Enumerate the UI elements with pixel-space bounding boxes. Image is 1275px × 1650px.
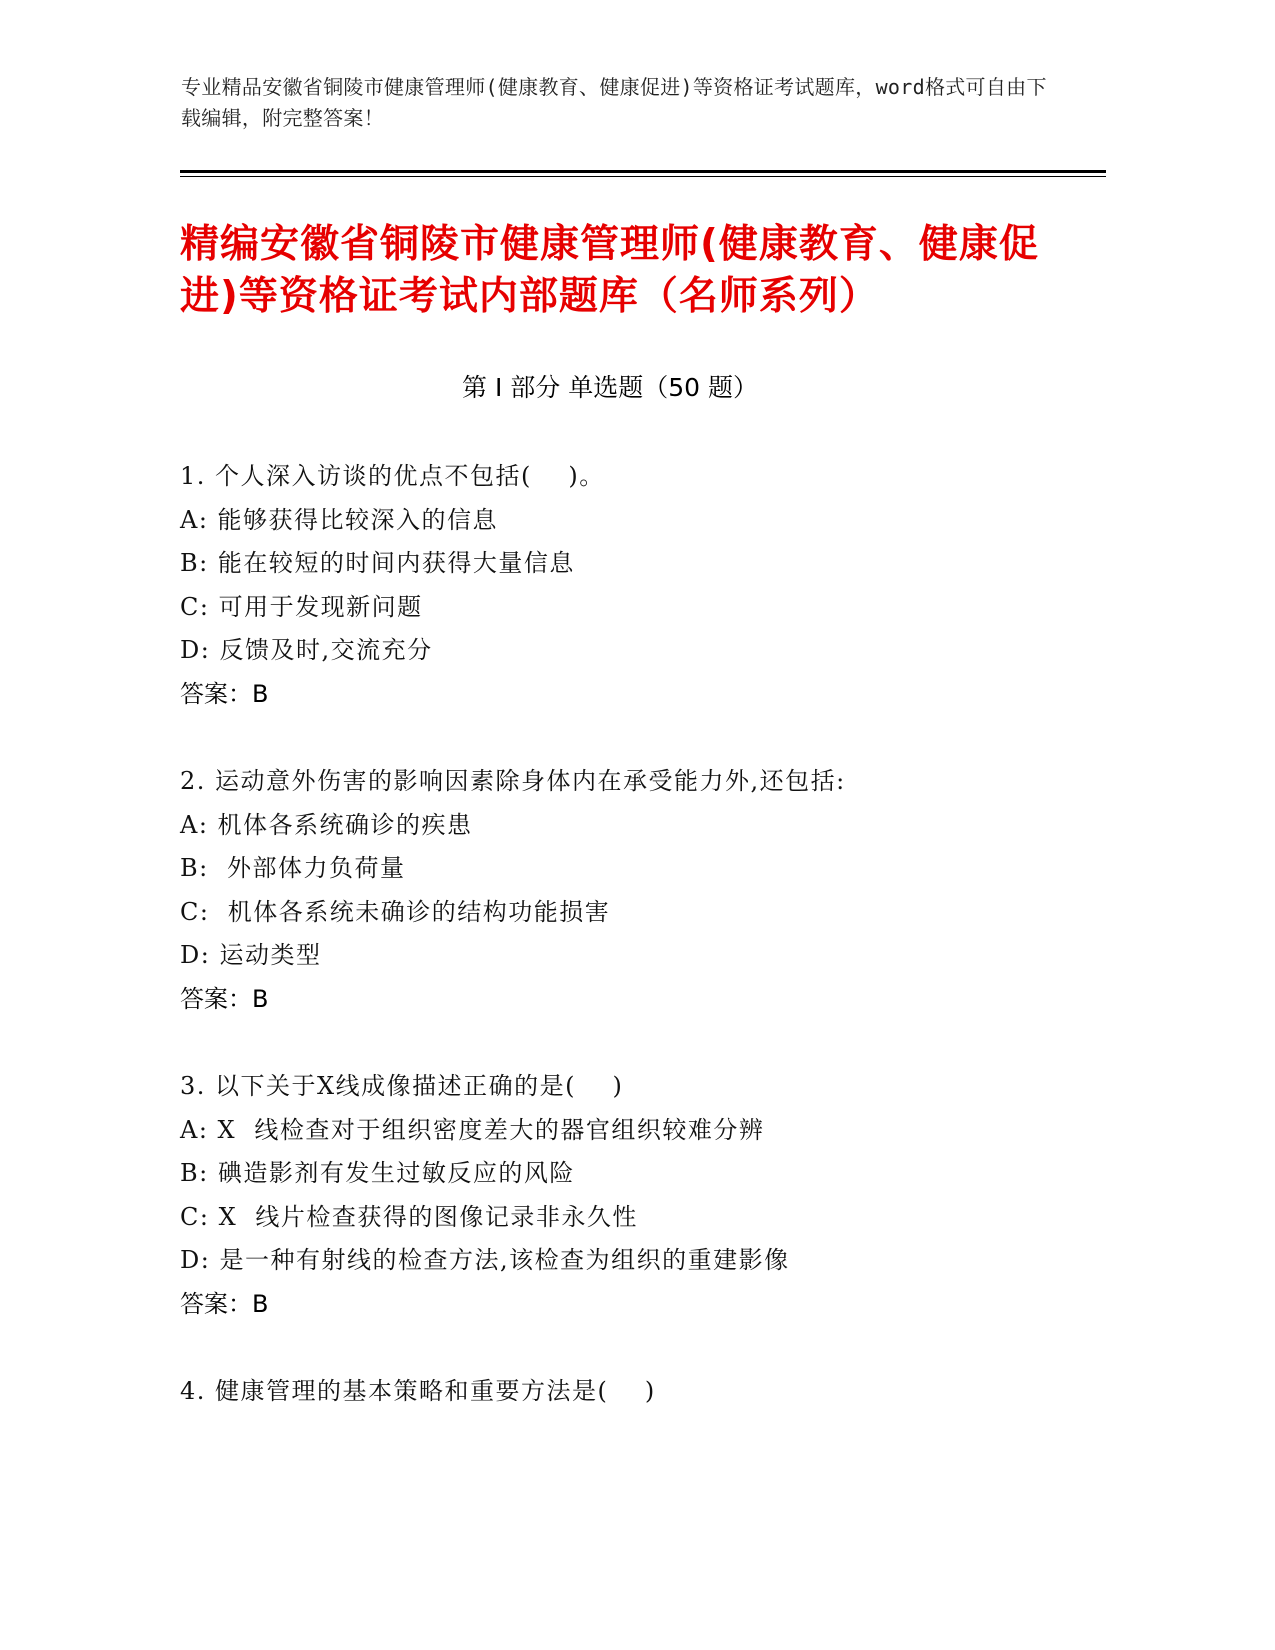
question-stem: 1. 个人深入访谈的优点不包括( )。 <box>180 462 605 490</box>
answer-line: 答案：B <box>180 1289 269 1318</box>
option-a: A: 能够获得比较深入的信息 <box>180 505 499 534</box>
option-d: D: 反馈及时,交流充分 <box>180 636 433 664</box>
header-note: 专业精品安徽省铜陵市健康管理师(健康教育、健康促进)等资格证考试题库，word格式可自由下载编辑，附完整答案！ <box>181 75 1047 130</box>
section-heading: 第 I 部分 单选题（50 题） <box>462 373 758 402</box>
option-b: B: 能在较短的时间内获得大量信息 <box>180 549 575 577</box>
question-2 <box>180 760 1080 1021</box>
answer-line: 答案：B <box>180 679 269 708</box>
option-b: B: 碘造影剂有发生过敏反应的风险 <box>180 1159 575 1187</box>
option-d: D: 运动类型 <box>180 941 322 969</box>
header-rule-thin <box>180 176 1106 177</box>
question-3 <box>180 1065 1080 1326</box>
option-a: A: X 线检查对于组织密度差大的器官组织较难分辨 <box>180 1115 765 1144</box>
answer-line: 答案：B <box>180 984 269 1013</box>
question-stem: 3. 以下关于X线成像描述正确的是( ) <box>180 1072 624 1100</box>
option-c: C: X 线片检查获得的图像记录非永久性 <box>180 1202 638 1231</box>
option-b: B: 外部体力负荷量 <box>180 854 406 882</box>
option-a: A: 机体各系统确诊的疾患 <box>180 810 473 839</box>
option-c: C: 可用于发现新问题 <box>180 592 423 621</box>
header-rule-thick <box>180 170 1106 173</box>
option-c: C: 机体各系统未确诊的结构功能损害 <box>180 897 611 926</box>
question-4 <box>180 1370 1080 1414</box>
question-list <box>180 455 1080 1458</box>
option-d: D: 是一种有射线的检查方法,该检查为组织的重建影像 <box>180 1246 790 1274</box>
question-1 <box>180 455 1080 716</box>
question-stem: 4. 健康管理的基本策略和重要方法是( ) <box>180 1377 656 1405</box>
question-stem: 2. 运动意外伤害的影响因素除身体内在承受能力外,还包括: <box>180 767 846 795</box>
document-title: 精编安徽省铜陵市健康管理师(健康教育、健康促进)等资格证考试内部题库（名师系列） <box>180 222 1039 319</box>
